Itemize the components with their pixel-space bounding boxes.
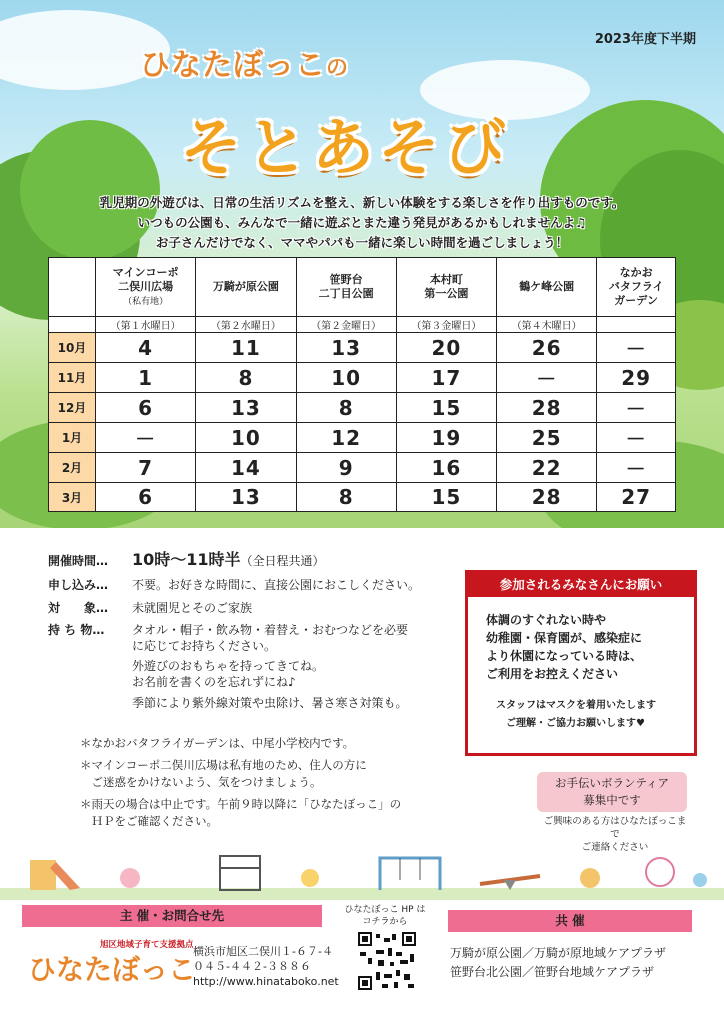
date-cell: －: [597, 453, 676, 483]
table-corner: [49, 258, 96, 317]
table-row: [49, 393, 676, 423]
date-cell: 17: [396, 363, 496, 393]
month-cell: 12月: [49, 393, 96, 423]
date-cell: －: [497, 363, 597, 393]
date-cell: 8: [296, 393, 396, 423]
park-header-honmuracho: [396, 258, 496, 317]
table-row: [49, 453, 676, 483]
cohost-line: 笹野台北公園／笹野台地域ケアプラザ: [450, 965, 655, 979]
date-cell: 6: [96, 483, 196, 512]
volunteer-note: [540, 815, 690, 854]
cohost-bar: 共 催: [448, 910, 692, 932]
park-name: マインコーポ 二俣川広場: [112, 265, 179, 293]
notice-small-line: スタッフはマスクを着用いたします: [496, 700, 656, 711]
date-cell: －: [597, 423, 676, 453]
weekday-cell: （第４木曜日）: [497, 317, 597, 333]
month-cell: 2月: [49, 453, 96, 483]
notes-list: [80, 735, 401, 830]
notice-line: 幼稚園・保育園が、感染症に: [486, 631, 643, 645]
date-cell: 29: [597, 363, 676, 393]
date-cell: 9: [296, 453, 396, 483]
address: 横浜市旭区二俣川１-６７-４: [193, 945, 333, 958]
volunteer-line: お手伝いボランティア: [554, 776, 670, 790]
brand-particle: の: [326, 56, 350, 81]
bring-line: お名前を書くのを忘れずにね♪: [132, 675, 296, 689]
notice-header: 参加されるみなさんにお願い: [468, 573, 694, 597]
date-cell: 4: [96, 333, 196, 363]
date-cell: 13: [296, 333, 396, 363]
note-line: ご迷惑をかけないよう、気をつけましょう。: [80, 775, 322, 789]
date-cell: 28: [497, 483, 597, 512]
notice-small: [468, 683, 694, 733]
info-label: 申し込み…: [48, 578, 109, 592]
table-row: [49, 333, 676, 363]
notice-small-line: ご理解・ご協力お願いします♥: [506, 718, 645, 729]
date-cell: 26: [497, 333, 597, 363]
month-cell: 11月: [49, 363, 96, 393]
weekday-cell: [597, 317, 676, 333]
qr-label-line: ひなたぼっこ HP は: [344, 905, 426, 915]
volunteer-badge: [537, 772, 687, 812]
date-cell: 22: [497, 453, 597, 483]
park-subnote: （私有地）: [123, 296, 169, 307]
contact-info: [193, 944, 339, 989]
schedule-table: [48, 257, 676, 512]
volunteer-note-line: ご連絡ください: [581, 842, 649, 853]
table-row: [49, 363, 676, 393]
month-cell: 3月: [49, 483, 96, 512]
info-value: 不要。お好きな時間に、直接公園におこしください。: [132, 578, 421, 592]
volunteer-note-line: ご興味のある方はひなたぼっこまで: [543, 816, 687, 840]
date-cell: 10: [296, 363, 396, 393]
park-header-tsurugamine: [497, 258, 597, 317]
date-cell: 13: [196, 393, 296, 423]
date-cell: 14: [196, 453, 296, 483]
date-cell: 8: [196, 363, 296, 393]
date-cell: －: [597, 393, 676, 423]
date-cell: 27: [597, 483, 676, 512]
qr-label-line: コチラから: [362, 917, 408, 927]
date-cell: 20: [396, 333, 496, 363]
weekday-cell: [49, 317, 96, 333]
date-cell: 25: [497, 423, 597, 453]
org-name: ひなたぼっこ: [28, 953, 197, 986]
park-name: なかお バタフライ ガーデン: [608, 266, 664, 307]
info-label: 対 象…: [48, 601, 109, 615]
notice-line: より休園になっている時は、: [486, 649, 643, 663]
brand-logo: [140, 40, 349, 84]
time-value: 10時〜11時半: [132, 550, 241, 569]
date-cell: 19: [396, 423, 496, 453]
date-cell: 15: [396, 483, 496, 512]
note-line: ＊雨天の場合は中止です。午前９時以降に「ひなたぼっこ」の: [80, 797, 402, 811]
info-label: 持 ち 物…: [48, 623, 105, 637]
volunteer-line: 募集中です: [583, 793, 641, 807]
cohost-list: [450, 944, 666, 982]
info-label: 開催時間…: [48, 554, 109, 568]
info-value: 未就園児とそのご家族: [132, 601, 253, 615]
bring-line: 外遊びのおもちゃを持ってきてね。: [132, 659, 325, 673]
park-header-sasanodai: [296, 258, 396, 317]
table-weekday-row: [49, 317, 676, 333]
playground-illustration: [0, 850, 724, 900]
park-header-nakao: [597, 258, 676, 317]
note-line: ＊マインコーポ二俣川広場は私有地のため、住人の方に: [80, 758, 367, 772]
park-name: 鶴ケ峰公園: [519, 280, 575, 293]
bring-line: 季節により紫外線対策や虫除け、暑さ寒さ対策も。: [132, 696, 408, 710]
qr-code[interactable]: [356, 930, 418, 992]
notice-box: [465, 570, 697, 756]
cohost-line: 万騎が原公園／万騎が原地域ケアプラザ: [450, 946, 667, 960]
qr-label: [342, 904, 428, 928]
weekday-cell: （第２水曜日）: [196, 317, 296, 333]
table-row: [49, 483, 676, 512]
info-value: [132, 551, 325, 570]
table-row: [49, 423, 676, 453]
park-name: 本村町 第一公園: [424, 273, 469, 300]
note-line: ＨＰをご確認ください。: [80, 814, 218, 828]
intro-line-3: お子さんだけでなく、ママやパパも一緒に楽しい時間を過ごしましょう！: [155, 235, 569, 250]
time-note: （全日程共通）: [240, 554, 325, 568]
park-name: 万騎が原公園: [212, 280, 279, 293]
weekday-cell: （第３金曜日）: [396, 317, 496, 333]
date-cell: 28: [497, 393, 597, 423]
date-cell: 6: [96, 393, 196, 423]
note-line: ＊なかおバタフライガーデンは、中尾小学校内です。: [80, 736, 355, 750]
phone: ０４５-４４２-３８８６: [193, 960, 311, 973]
date-cell: 1: [96, 363, 196, 393]
date-cell: 10: [196, 423, 296, 453]
year-label: 2023年度下半期: [594, 32, 696, 47]
host-bar: 主 催・お問合せ先: [22, 905, 322, 927]
date-cell: 8: [296, 483, 396, 512]
date-cell: －: [597, 333, 676, 363]
brand-name: ひなたぼっこ: [140, 48, 326, 83]
org-subtitle: 旭区地域子育て支援拠点: [100, 940, 194, 950]
notice-line: ご利用をお控えください: [486, 667, 619, 681]
table-header-row: [49, 258, 676, 317]
date-cell: 16: [396, 453, 496, 483]
park-header-mincorpo: [96, 258, 196, 317]
intro-line-1: 乳児期の外遊びは、日常の生活リズムを整え、新しい体験をする楽しさを作り出すものです。: [99, 195, 625, 210]
bring-line: タオル・帽子・飲み物・着替え・おむつなどを必要: [132, 623, 409, 637]
org-logo: [28, 930, 198, 990]
date-cell: 11: [196, 333, 296, 363]
month-cell: 1月: [49, 423, 96, 453]
date-cell: 12: [296, 423, 396, 453]
bring-line: に応じてお持ちください。: [132, 639, 277, 653]
month-cell: 10月: [49, 333, 96, 363]
park-name: 笹野台 二丁目公園: [318, 273, 374, 300]
date-cell: －: [96, 423, 196, 453]
website-link[interactable]: http://www.hinataboko.net: [193, 975, 339, 988]
notice-line: 体調のすぐれない時や: [486, 613, 607, 627]
notice-body: [468, 597, 694, 683]
date-cell: 13: [196, 483, 296, 512]
weekday-cell: （第２金曜日）: [296, 317, 396, 333]
intro-line-2: いつもの公園も、みんなで一緒に遊ぶとまた違う発見があるかもしれませんよ♫: [137, 215, 587, 230]
date-cell: 7: [96, 453, 196, 483]
date-cell: 15: [396, 393, 496, 423]
weekday-cell: （第１水曜日）: [96, 317, 196, 333]
page-title: そとあそび: [180, 111, 511, 184]
park-header-makigahara: [196, 258, 296, 317]
